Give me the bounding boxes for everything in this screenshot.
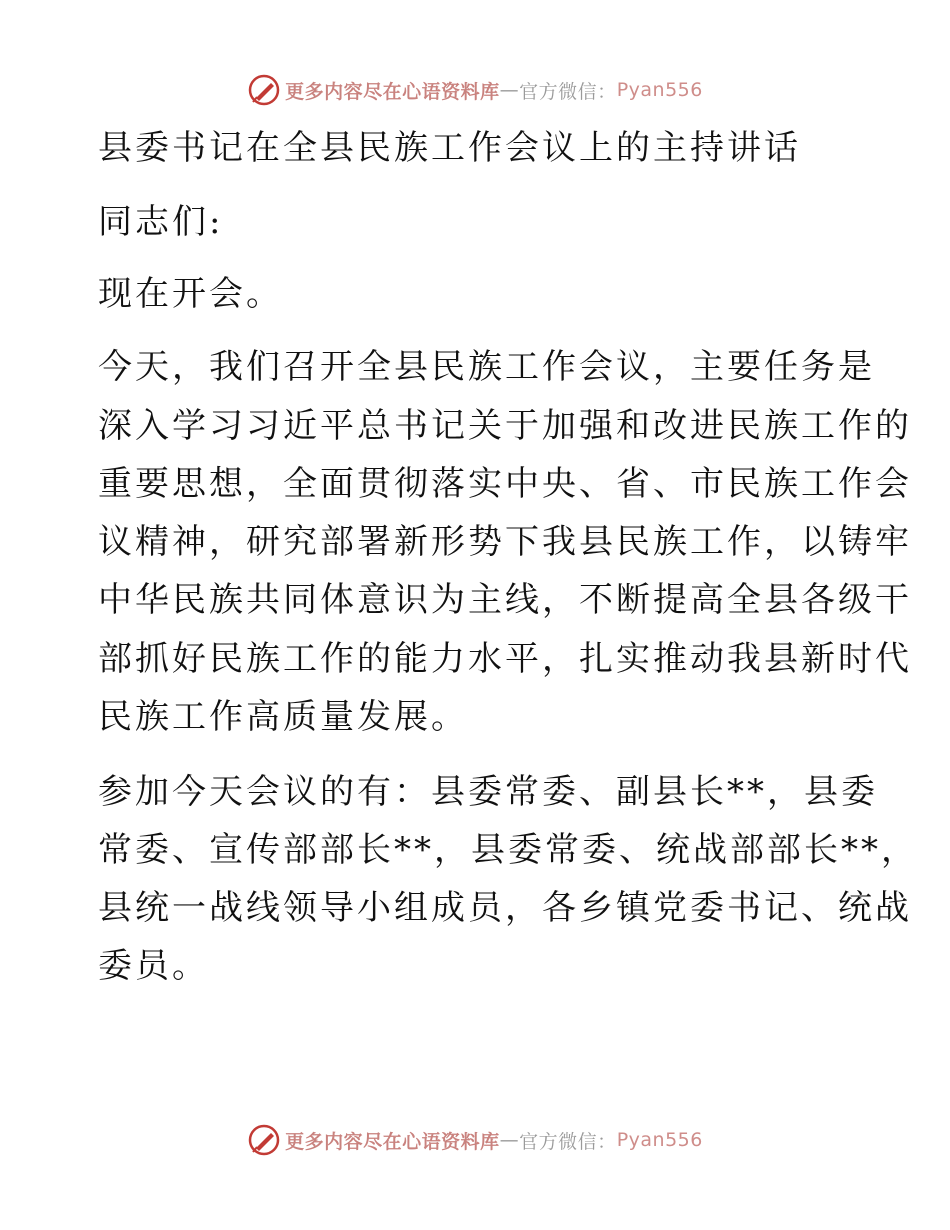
quill-logo-icon [247,73,281,107]
paragraph-line: 常委、宣传部部长**，县委常委、统战部部长**， [98,830,918,870]
watermark-wechat-label: 官方微信： [519,80,617,103]
watermark-wechat-label: 官方微信： [519,1130,617,1153]
watermark-brand: 更多内容尽在心语资料库 [285,1130,500,1153]
watermark-dash: — [499,79,520,101]
paragraph-line: 参加今天会议的有：县委常委、副县长**，县委 [98,772,878,812]
watermark-wechat-id: Pyan556 [616,1129,703,1151]
watermark-brand: 更多内容尽在心语资料库 [285,80,500,103]
quill-logo-icon [247,1123,281,1157]
header-watermark [0,70,950,110]
paragraph-line: 民族工作高质量发展。 [98,697,468,737]
paragraph-line: 委员。 [98,946,209,986]
paragraph-line: 重要思想，全面贯彻落实中央、省、市民族工作会 [98,464,912,504]
document-title: 县委书记在全县民族工作会议上的主持讲话 [98,128,801,168]
paragraph-line: 县统一战线领导小组成员，各乡镇党委书记、统战 [98,888,912,928]
watermark-dash: — [499,1129,520,1151]
watermark-wechat-id: Pyan556 [616,79,703,101]
paragraph-line: 深入学习习近平总书记关于加强和改进民族工作的 [98,406,912,446]
footer-watermark [0,1120,950,1160]
paragraph-line: 今天，我们召开全县民族工作会议，主要任务是 [98,347,875,387]
paragraph-line: 议精神，研究部署新形势下我县民族工作，以铸牢 [98,522,912,562]
paragraph-line: 部抓好民族工作的能力水平，扎实推动我县新时代 [98,639,912,679]
paragraph-line: 中华民族共同体意识为主线，不断提高全县各级干 [98,580,912,620]
opening-line: 现在开会。 [98,274,283,314]
greeting: 同志们: [98,202,224,242]
